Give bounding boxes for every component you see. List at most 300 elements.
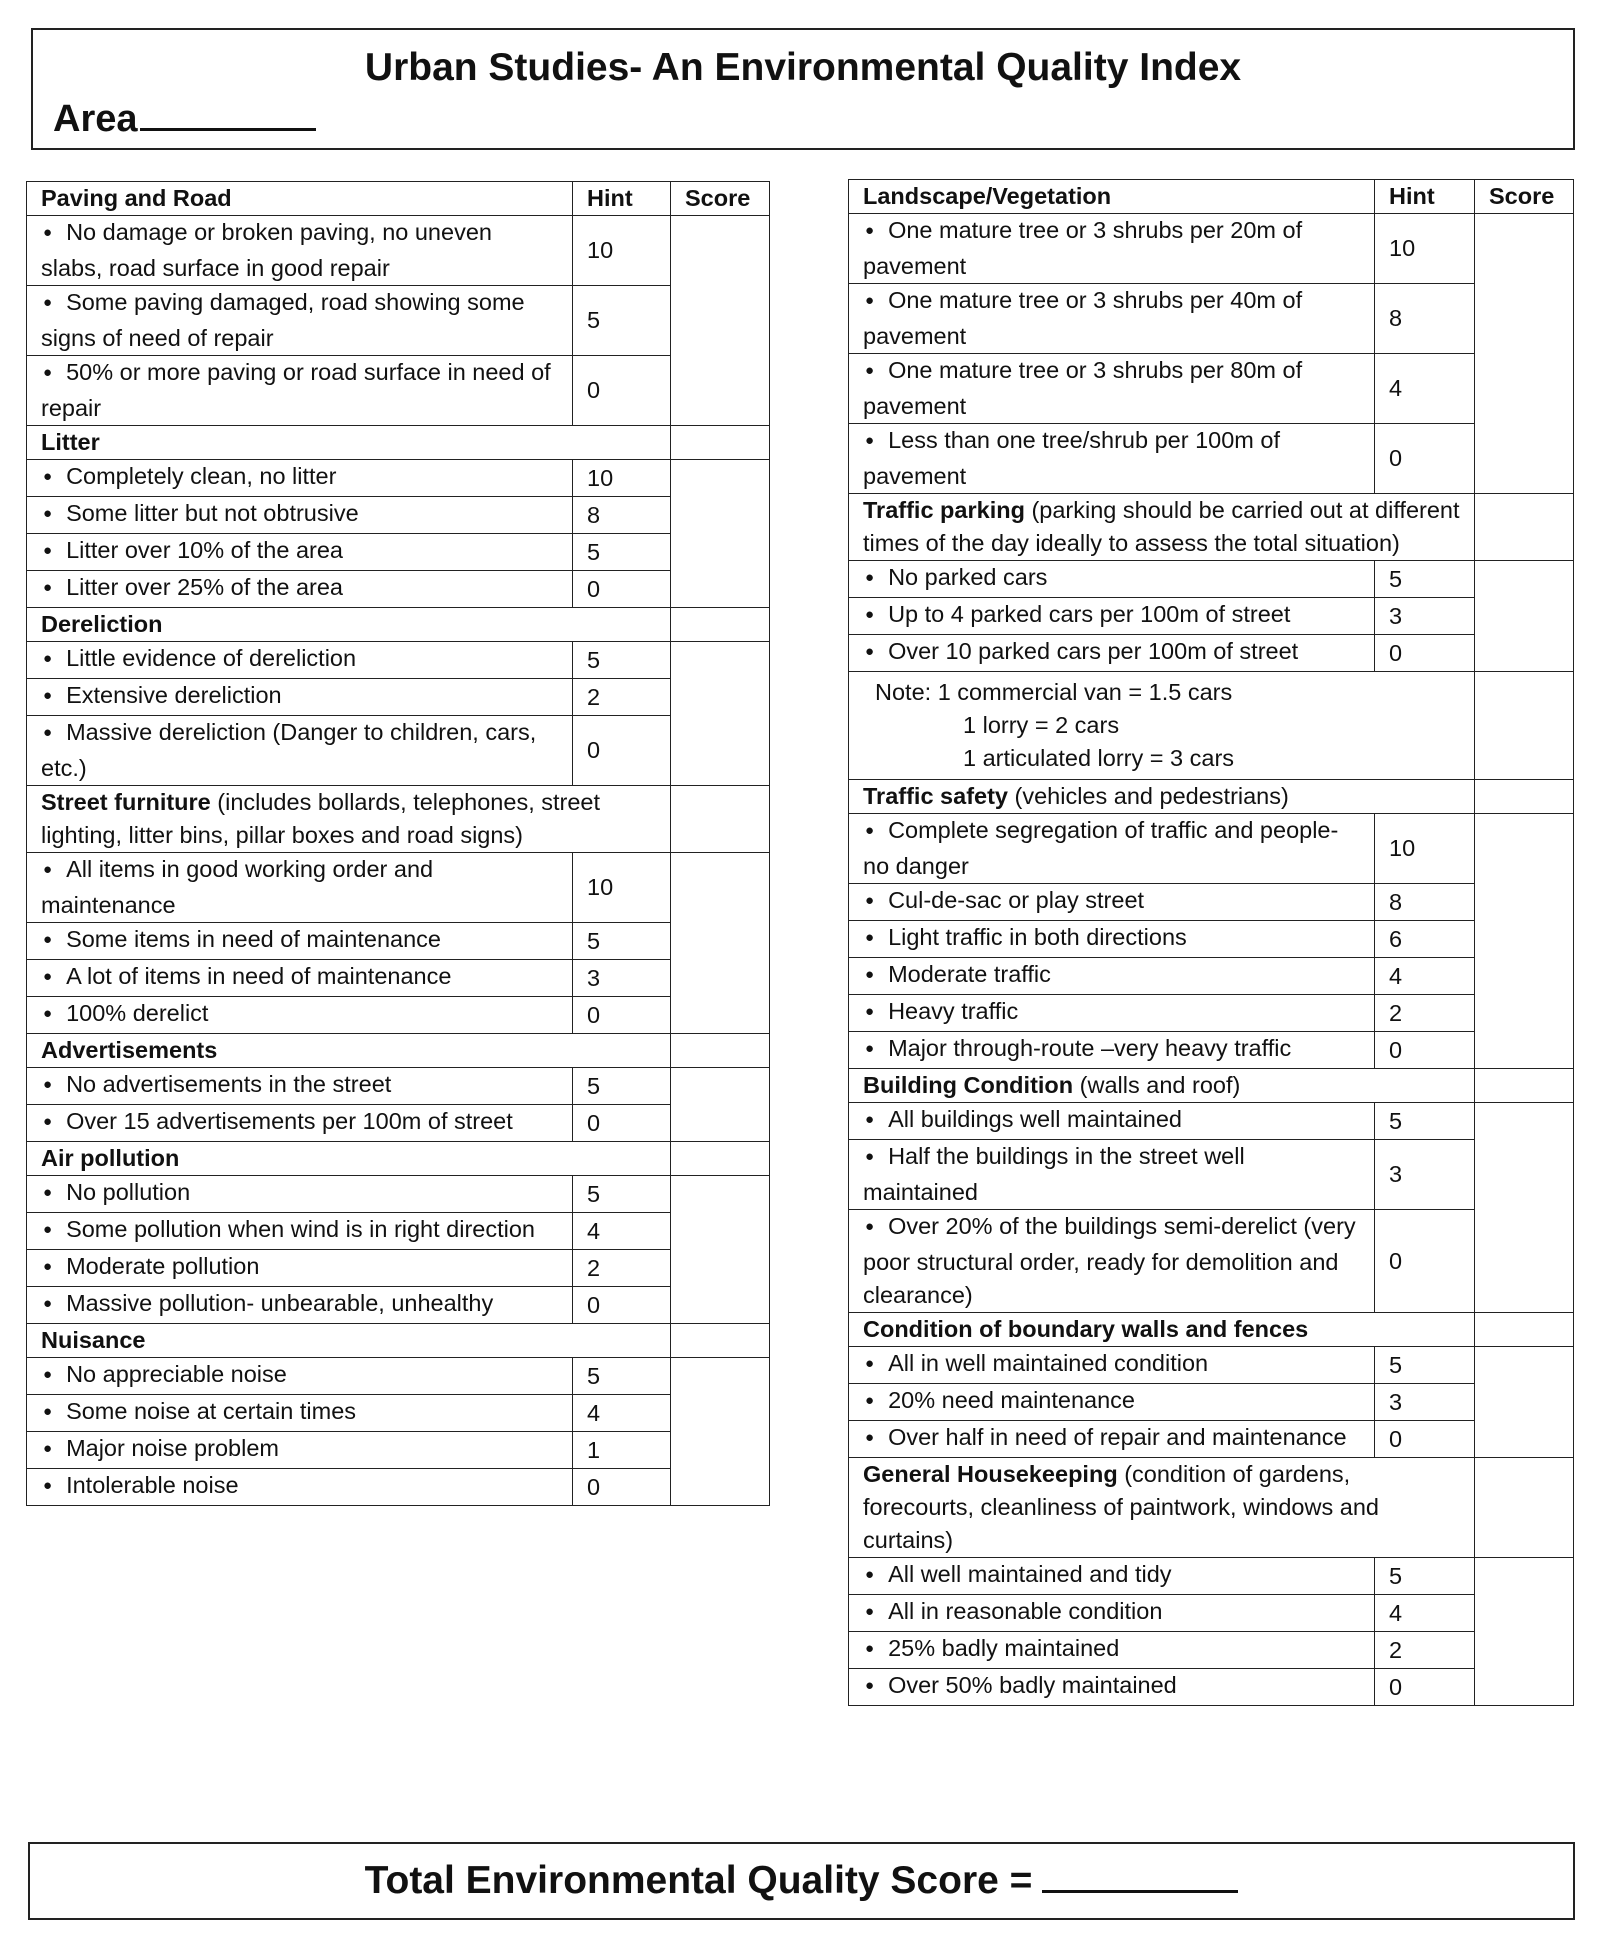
criteria-cell <box>849 1140 1375 1210</box>
score-entry-cell[interactable] <box>671 571 770 608</box>
criteria-cell <box>27 997 573 1034</box>
criteria-row <box>27 679 770 716</box>
hint-value: 0 <box>573 997 671 1034</box>
criteria-cell <box>849 354 1375 424</box>
criteria-text: ● One mature tree or 3 shrubs per 20m of pavement <box>863 217 1302 279</box>
criteria-row <box>849 1210 1574 1313</box>
score-entry-cell[interactable] <box>1475 958 1574 995</box>
score-entry-cell[interactable] <box>671 534 770 571</box>
criteria-cell <box>27 1395 573 1432</box>
criteria-cell <box>27 216 573 286</box>
hint-value: 2 <box>1375 1632 1475 1669</box>
criteria-cell <box>849 1032 1375 1069</box>
hint-value: 3 <box>573 960 671 997</box>
criteria-cell <box>849 1421 1375 1458</box>
criteria-row <box>27 1176 770 1213</box>
parking-note-score-cell <box>1475 672 1574 780</box>
hint-value: 0 <box>1375 1421 1475 1458</box>
score-entry-cell[interactable] <box>1475 1669 1574 1706</box>
section-note: (condition of gardens, forecourts, cleanliness of paintwork, windows and curtains) <box>863 1461 1379 1553</box>
criteria-cell <box>849 1103 1375 1140</box>
score-entry-cell[interactable] <box>671 1287 770 1324</box>
criteria-cell <box>27 286 573 356</box>
total-score-blank-line[interactable] <box>1042 1858 1238 1893</box>
hint-value: 4 <box>1375 354 1475 424</box>
score-column-header: Score <box>1475 180 1574 214</box>
criteria-row <box>27 1432 770 1469</box>
criteria-row <box>849 561 1574 598</box>
score-entry-cell[interactable] <box>671 1358 770 1395</box>
score-entry-cell[interactable] <box>1475 995 1574 1032</box>
criteria-text: ● Heavy traffic <box>863 998 1018 1024</box>
criteria-cell <box>849 424 1375 494</box>
area-label: Area <box>53 98 138 140</box>
criteria-text: ● Half the buildings in the street well maintained <box>863 1143 1245 1205</box>
criteria-text: ● One mature tree or 3 shrubs per 80m of pavement <box>863 357 1302 419</box>
section-title: Advertisements <box>41 1037 218 1063</box>
criteria-text: ● Massive dereliction (Danger to children, cars, etc.) <box>41 719 536 781</box>
page-title: Urban Studies- An Environmental Quality Index <box>364 46 1242 89</box>
criteria-row <box>27 960 770 997</box>
section-header-row <box>27 1324 770 1358</box>
area-blank-line[interactable] <box>140 98 316 131</box>
total-score-box <box>28 1842 1575 1920</box>
hint-value: 10 <box>1375 214 1475 284</box>
hint-value: 8 <box>1375 884 1475 921</box>
criteria-cell <box>27 1469 573 1506</box>
criteria-row <box>27 1068 770 1105</box>
hint-column-header: Hint <box>573 182 671 216</box>
hint-value: 0 <box>573 1105 671 1142</box>
hint-value: 5 <box>1375 1558 1475 1595</box>
criteria-text: ● Over half in need of repair and maintenance <box>863 1424 1347 1450</box>
hint-value: 10 <box>573 853 671 923</box>
section-title-cell <box>27 1034 671 1068</box>
hint-value: 0 <box>573 1287 671 1324</box>
criteria-cell <box>27 642 573 679</box>
section-title-cell <box>27 182 573 216</box>
criteria-text: ● All items in good working order and maintenance <box>41 856 433 918</box>
criteria-text: ● Up to 4 parked cars per 100m of street <box>863 601 1290 627</box>
criteria-row <box>27 1358 770 1395</box>
section-title: Air pollution <box>41 1145 180 1171</box>
criteria-cell <box>27 960 573 997</box>
criteria-row <box>27 216 770 286</box>
criteria-text: ● Completely clean, no litter <box>41 463 336 489</box>
score-entry-cell[interactable] <box>1475 1632 1574 1669</box>
criteria-text: ● Moderate traffic <box>863 961 1051 987</box>
parking-note-line: 1 articulated lorry = 3 cars <box>963 745 1235 771</box>
section-header-row <box>27 1142 770 1176</box>
criteria-text: ● Over 10 parked cars per 100m of street <box>863 638 1298 664</box>
criteria-row <box>27 716 770 786</box>
criteria-cell <box>849 1210 1375 1313</box>
hint-value: 0 <box>1375 1669 1475 1706</box>
criteria-text: ● Major noise problem <box>41 1435 279 1461</box>
section-title-cell <box>849 494 1475 561</box>
criteria-cell <box>849 598 1375 635</box>
criteria-row <box>849 884 1574 921</box>
criteria-cell <box>27 1176 573 1213</box>
criteria-row <box>849 1347 1574 1384</box>
criteria-cell <box>849 1558 1375 1595</box>
left-score-table <box>26 181 770 1506</box>
criteria-row <box>849 598 1574 635</box>
criteria-text: ● Major through-route –very heavy traffic <box>863 1035 1291 1061</box>
hint-value: 2 <box>573 1250 671 1287</box>
criteria-row <box>849 284 1574 354</box>
section-title: Condition of boundary walls and fences <box>863 1316 1309 1342</box>
hint-value: 3 <box>1375 598 1475 635</box>
criteria-cell <box>27 497 573 534</box>
score-entry-cell[interactable] <box>1475 1595 1574 1632</box>
criteria-text: ● 50% or more paving or road surface in need of repair <box>41 359 551 421</box>
criteria-cell <box>27 679 573 716</box>
section-header-row <box>849 494 1574 561</box>
criteria-text: ● No pollution <box>41 1179 190 1205</box>
score-entry-cell[interactable] <box>1475 1032 1574 1069</box>
criteria-text: ● All buildings well maintained <box>863 1106 1182 1132</box>
hint-value: 2 <box>1375 995 1475 1032</box>
criteria-cell <box>27 1358 573 1395</box>
criteria-cell <box>849 884 1375 921</box>
criteria-row <box>849 354 1574 424</box>
section-title: Paving and Road <box>41 185 232 211</box>
criteria-row <box>849 424 1574 494</box>
hint-value: 10 <box>1375 814 1475 884</box>
criteria-row <box>27 1469 770 1506</box>
score-entry-cell[interactable] <box>671 1432 770 1469</box>
criteria-row <box>849 1103 1574 1140</box>
section-header-row <box>849 1313 1574 1347</box>
score-entry-cell[interactable] <box>1475 921 1574 958</box>
criteria-cell <box>849 1595 1375 1632</box>
criteria-text: ● Litter over 25% of the area <box>41 574 343 600</box>
criteria-cell <box>849 1384 1375 1421</box>
section-header-row <box>27 182 770 216</box>
criteria-row <box>849 814 1574 884</box>
section-score-cell[interactable] <box>1475 780 1574 814</box>
section-score-cell[interactable] <box>671 786 770 853</box>
hint-value: 10 <box>573 460 671 497</box>
section-header-row <box>27 608 770 642</box>
criteria-row <box>849 1595 1574 1632</box>
section-title-cell <box>849 180 1375 214</box>
score-entry-cell[interactable] <box>1475 354 1574 424</box>
area-field <box>53 98 316 141</box>
criteria-text: ● 20% need maintenance <box>863 1387 1135 1413</box>
parking-note <box>849 672 1475 780</box>
hint-value: 5 <box>573 286 671 356</box>
criteria-cell <box>27 1068 573 1105</box>
criteria-cell <box>849 1632 1375 1669</box>
section-header-row <box>849 180 1574 214</box>
score-entry-cell[interactable] <box>1475 561 1574 598</box>
criteria-text: ● Some litter but not obtrusive <box>41 500 359 526</box>
hint-value: 6 <box>1375 921 1475 958</box>
hint-value: 5 <box>573 1068 671 1105</box>
criteria-cell <box>27 923 573 960</box>
hint-value: 3 <box>1375 1384 1475 1421</box>
score-entry-cell[interactable] <box>1475 1384 1574 1421</box>
criteria-text: ● 25% badly maintained <box>863 1635 1119 1661</box>
hint-value: 5 <box>573 1358 671 1395</box>
section-header-row <box>27 786 770 853</box>
section-title-cell <box>27 1324 671 1358</box>
criteria-cell <box>849 1669 1375 1706</box>
hint-value: 5 <box>1375 561 1475 598</box>
criteria-row <box>27 534 770 571</box>
criteria-row <box>849 995 1574 1032</box>
criteria-text: ● No advertisements in the street <box>41 1071 391 1097</box>
criteria-text: ● All well maintained and tidy <box>863 1561 1172 1587</box>
hint-value: 4 <box>573 1213 671 1250</box>
criteria-text: ● All in well maintained condition <box>863 1350 1208 1376</box>
section-title: Traffic parking <box>863 497 1025 523</box>
criteria-row <box>27 571 770 608</box>
hint-value: 8 <box>573 497 671 534</box>
criteria-cell <box>27 571 573 608</box>
hint-value: 1 <box>573 1432 671 1469</box>
hint-column-header: Hint <box>1375 180 1475 214</box>
criteria-cell <box>27 1213 573 1250</box>
criteria-cell <box>849 214 1375 284</box>
criteria-cell <box>849 921 1375 958</box>
section-header-row <box>849 1069 1574 1103</box>
hint-value: 3 <box>1375 1140 1475 1210</box>
criteria-cell <box>27 1250 573 1287</box>
criteria-cell <box>27 1432 573 1469</box>
score-entry-cell[interactable] <box>1475 598 1574 635</box>
hint-value: 4 <box>1375 1595 1475 1632</box>
criteria-text: ● Little evidence of dereliction <box>41 645 356 671</box>
right-score-table <box>848 179 1574 1706</box>
score-entry-cell[interactable] <box>1475 1103 1574 1140</box>
score-entry-cell[interactable] <box>671 1395 770 1432</box>
section-score-cell[interactable] <box>671 1142 770 1176</box>
section-title: Street furniture <box>41 789 211 815</box>
section-note: (includes bollards, telephones, street lighting, litter bins, pillar boxes and road signs) <box>41 789 601 848</box>
criteria-cell <box>27 1287 573 1324</box>
score-entry-cell[interactable] <box>1475 884 1574 921</box>
section-title-cell <box>27 608 671 642</box>
section-title-cell <box>27 426 671 460</box>
score-entry-cell[interactable] <box>671 1250 770 1287</box>
section-score-cell[interactable] <box>671 1324 770 1358</box>
section-score-cell[interactable] <box>1475 1313 1574 1347</box>
score-entry-cell[interactable] <box>671 997 770 1034</box>
score-entry-cell[interactable] <box>1475 1140 1574 1210</box>
section-title-cell <box>27 1142 671 1176</box>
criteria-text: ● Over 20% of the buildings semi-derelict (very poor structural order, ready for demolition and clearance) <box>863 1213 1356 1308</box>
criteria-text: ● Light traffic in both directions <box>863 924 1187 950</box>
score-entry-cell[interactable] <box>671 497 770 534</box>
hint-value: 0 <box>573 1469 671 1506</box>
hint-value: 0 <box>573 716 671 786</box>
section-note: (walls and roof) <box>1073 1072 1241 1098</box>
hint-value: 0 <box>1375 424 1475 494</box>
hint-value: 0 <box>573 571 671 608</box>
score-entry-cell[interactable] <box>671 1105 770 1142</box>
score-entry-cell[interactable] <box>1475 1347 1574 1384</box>
section-score-cell[interactable] <box>671 1034 770 1068</box>
criteria-row <box>849 635 1574 672</box>
criteria-cell <box>27 853 573 923</box>
criteria-row <box>849 1140 1574 1210</box>
section-score-cell[interactable] <box>671 608 770 642</box>
criteria-cell <box>849 635 1375 672</box>
section-title-cell <box>849 780 1475 814</box>
score-entry-cell[interactable] <box>671 1176 770 1213</box>
criteria-text: ● Litter over 10% of the area <box>41 537 343 563</box>
hint-value: 5 <box>573 1176 671 1213</box>
criteria-row <box>27 997 770 1034</box>
criteria-text: ● Some noise at certain times <box>41 1398 356 1424</box>
hint-value: 8 <box>1375 284 1475 354</box>
section-header-row <box>849 780 1574 814</box>
criteria-text: ● Less than one tree/shrub per 100m of pavement <box>863 427 1280 489</box>
criteria-text: ● Complete segregation of traffic and people- no danger <box>863 817 1338 879</box>
criteria-cell <box>849 1347 1375 1384</box>
hint-value: 2 <box>573 679 671 716</box>
section-title-cell <box>27 786 671 853</box>
score-entry-cell[interactable] <box>671 216 770 286</box>
criteria-row <box>27 853 770 923</box>
score-entry-cell[interactable] <box>1475 1210 1574 1313</box>
section-title: General Housekeeping <box>863 1461 1118 1487</box>
section-score-cell[interactable] <box>1475 494 1574 561</box>
criteria-text: ● One mature tree or 3 shrubs per 40m of pavement <box>863 287 1302 349</box>
criteria-text: ● No damage or broken paving, no uneven slabs, road surface in good repair <box>41 219 492 281</box>
section-note: (vehicles and pedestrians) <box>1007 783 1289 809</box>
score-entry-cell[interactable] <box>671 356 770 426</box>
criteria-cell <box>27 534 573 571</box>
criteria-row <box>849 958 1574 995</box>
score-entry-cell[interactable] <box>671 960 770 997</box>
criteria-cell <box>849 561 1375 598</box>
hint-value: 0 <box>573 356 671 426</box>
criteria-row <box>27 286 770 356</box>
criteria-cell <box>27 356 573 426</box>
section-note: (parking should be carried out at different times of the day ideally to assess the total situation) <box>863 497 1460 556</box>
parking-note-line: 1 lorry = 2 cars <box>963 712 1120 738</box>
score-entry-cell[interactable] <box>1475 284 1574 354</box>
criteria-text: ● All in reasonable condition <box>863 1598 1162 1624</box>
title-box <box>31 28 1575 150</box>
section-title: Traffic safety <box>863 783 1008 809</box>
criteria-cell <box>27 1105 573 1142</box>
criteria-text: ● Massive pollution- unbearable, unhealthy <box>41 1290 493 1316</box>
score-entry-cell[interactable] <box>671 1068 770 1105</box>
criteria-cell <box>849 814 1375 884</box>
score-entry-cell[interactable] <box>1475 1558 1574 1595</box>
section-header-row <box>27 426 770 460</box>
score-entry-cell[interactable] <box>671 1213 770 1250</box>
section-title-cell <box>849 1069 1475 1103</box>
hint-value: 0 <box>1375 1210 1475 1313</box>
score-entry-cell[interactable] <box>671 853 770 923</box>
criteria-row <box>849 1032 1574 1069</box>
score-entry-cell[interactable] <box>1475 424 1574 494</box>
criteria-text: ● A lot of items in need of maintenance <box>41 963 451 989</box>
criteria-row <box>849 1669 1574 1706</box>
score-entry-cell[interactable] <box>671 679 770 716</box>
total-score-label: Total Environmental Quality Score = <box>364 1859 1033 1902</box>
score-entry-cell[interactable] <box>1475 214 1574 284</box>
hint-value: 0 <box>1375 635 1475 672</box>
score-entry-cell[interactable] <box>1475 1421 1574 1458</box>
hint-value: 5 <box>1375 1103 1475 1140</box>
score-entry-cell[interactable] <box>671 642 770 679</box>
criteria-cell <box>849 995 1375 1032</box>
criteria-row <box>849 921 1574 958</box>
criteria-row <box>27 642 770 679</box>
score-entry-cell[interactable] <box>671 1469 770 1506</box>
hint-value: 4 <box>1375 958 1475 995</box>
section-title-cell <box>849 1458 1475 1558</box>
section-title: Nuisance <box>41 1327 146 1353</box>
parking-note-row <box>849 672 1574 780</box>
criteria-row <box>27 1250 770 1287</box>
criteria-row <box>27 1105 770 1142</box>
criteria-text: ● No appreciable noise <box>41 1361 287 1387</box>
hint-value: 5 <box>573 923 671 960</box>
criteria-text: ● Some items in need of maintenance <box>41 926 441 952</box>
criteria-row <box>849 1632 1574 1669</box>
criteria-cell <box>849 284 1375 354</box>
criteria-text: ● No parked cars <box>863 564 1047 590</box>
score-entry-cell[interactable] <box>671 923 770 960</box>
score-entry-cell[interactable] <box>1475 814 1574 884</box>
hint-value: 0 <box>1375 1032 1475 1069</box>
score-entry-cell[interactable] <box>1475 635 1574 672</box>
criteria-text: ● 100% derelict <box>41 1000 208 1026</box>
hint-value: 5 <box>573 642 671 679</box>
section-score-cell[interactable] <box>671 426 770 460</box>
criteria-cell <box>27 460 573 497</box>
parking-note-line: Note: 1 commercial van = 1.5 cars <box>875 679 1233 705</box>
section-title-cell <box>849 1313 1475 1347</box>
criteria-row <box>27 497 770 534</box>
score-entry-cell[interactable] <box>671 716 770 786</box>
section-score-cell[interactable] <box>1475 1069 1574 1103</box>
criteria-row <box>849 1384 1574 1421</box>
score-entry-cell[interactable] <box>671 460 770 497</box>
criteria-row <box>849 214 1574 284</box>
criteria-text: ● Extensive dereliction <box>41 682 282 708</box>
criteria-cell <box>27 716 573 786</box>
section-title: Litter <box>41 429 100 455</box>
section-title: Dereliction <box>41 611 163 637</box>
criteria-text: ● Moderate pollution <box>41 1253 259 1279</box>
score-entry-cell[interactable] <box>671 286 770 356</box>
section-header-row <box>27 1034 770 1068</box>
criteria-row <box>27 923 770 960</box>
criteria-row <box>27 1287 770 1324</box>
hint-value: 5 <box>573 534 671 571</box>
criteria-row <box>27 460 770 497</box>
section-title: Landscape/Vegetation <box>863 183 1112 209</box>
criteria-row <box>849 1421 1574 1458</box>
criteria-text: ● Some paving damaged, road showing some signs of need of repair <box>41 289 525 351</box>
hint-value: 5 <box>1375 1347 1475 1384</box>
criteria-text: ● Over 15 advertisements per 100m of street <box>41 1108 513 1134</box>
section-title: Building Condition <box>863 1072 1074 1098</box>
score-column-header: Score <box>671 182 770 216</box>
criteria-text: ● Over 50% badly maintained <box>863 1672 1177 1698</box>
criteria-text: ● Cul-de-sac or play street <box>863 887 1144 913</box>
section-score-cell[interactable] <box>1475 1458 1574 1558</box>
